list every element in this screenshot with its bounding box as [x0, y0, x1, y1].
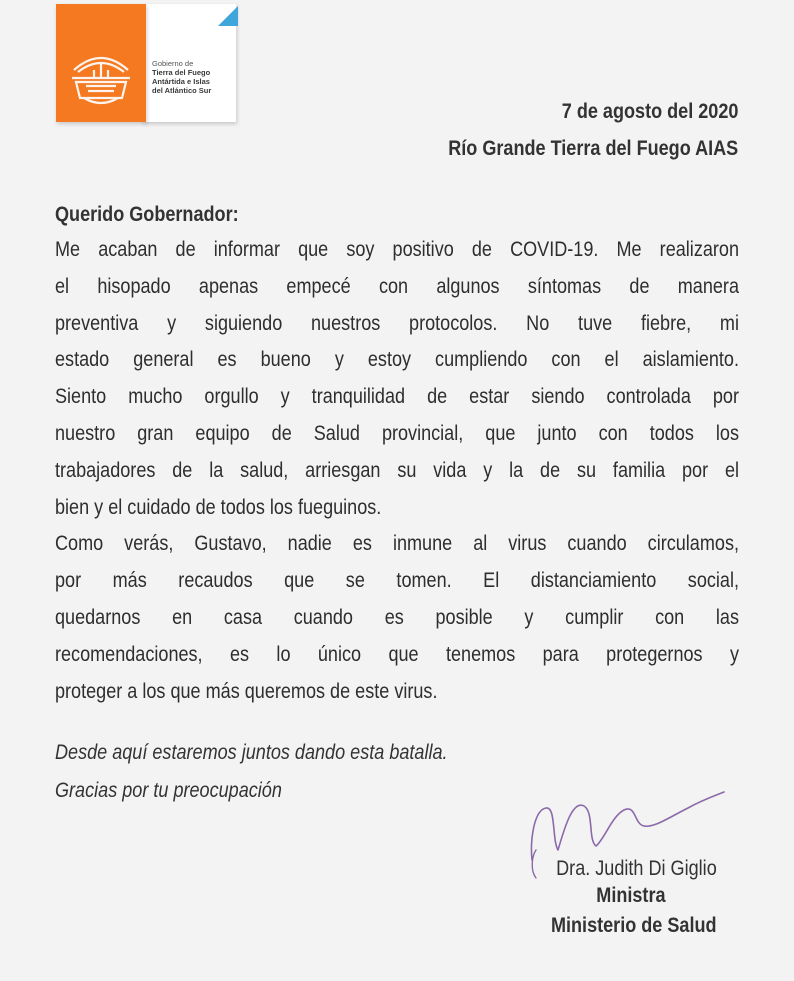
signatory-role: Ministra [596, 884, 666, 907]
signatory-name: Dra. Judith Di Giglio [556, 857, 717, 880]
logo-line-1: Gobierno de [152, 59, 194, 68]
logo-line-3: Antártida e Islas [152, 77, 210, 86]
logo-emblem-block [56, 4, 146, 122]
body-line: por más recaudos que se tomen. El distanciamiento social, [55, 569, 739, 593]
closing-line-1: Desde aquí estaremos juntos dando esta batalla. [55, 741, 448, 764]
body-line: Como verás, Gustavo, nadie es inmune al virus cuando circulamos, [55, 532, 739, 556]
body-line: bien y el cuidado de todos los fueguinos. [55, 495, 382, 519]
province-emblem-icon [64, 48, 138, 106]
body-line: recomendaciones, es lo único que tenemos para protegernos y [55, 642, 739, 666]
body-line: preventiva y siguiendo nuestros protocolos. No tuve fiebre, mi [55, 311, 739, 335]
closing-line-2: Gracias por tu preocupación [55, 779, 282, 802]
logo-line-4: del Atlántico Sur [152, 86, 212, 95]
body-line: proteger a los que más queremos de este virus. [55, 679, 438, 703]
letter-place: Río Grande Tierra del Fuego AIAS [447, 137, 738, 160]
body-line: el hisopado apenas empecé con algunos síntomas de manera [55, 274, 739, 298]
letter-body [55, 232, 739, 710]
body-line: nuestro gran equipo de Salud provincial, que junto con todos los [55, 421, 739, 445]
signatory-department: Ministerio de Salud [551, 914, 717, 937]
logo-text [152, 59, 236, 95]
body-line: trabajadores de la salud, arriesgan su vida y la de su familia por el [55, 458, 740, 482]
body-line: estado general es bueno y estoy cumpliendo con el aislamiento. [55, 348, 739, 372]
body-line: Siento mucho orgullo y tranquilidad de estar siendo controlada por [55, 385, 739, 409]
letter-greeting: Querido Gobernador: [55, 203, 239, 226]
logo-corner-fold [218, 6, 238, 26]
body-line: quedarnos en casa cuando es posible y cumplir con las [55, 605, 739, 629]
letter-date: 7 de agosto del 2020 [561, 100, 738, 123]
government-logo [56, 4, 236, 122]
logo-line-2: Tierra del Fuego [152, 68, 211, 77]
body-line: Me acaban de informar que soy positivo de COVID-19. Me realizaron [55, 238, 739, 261]
